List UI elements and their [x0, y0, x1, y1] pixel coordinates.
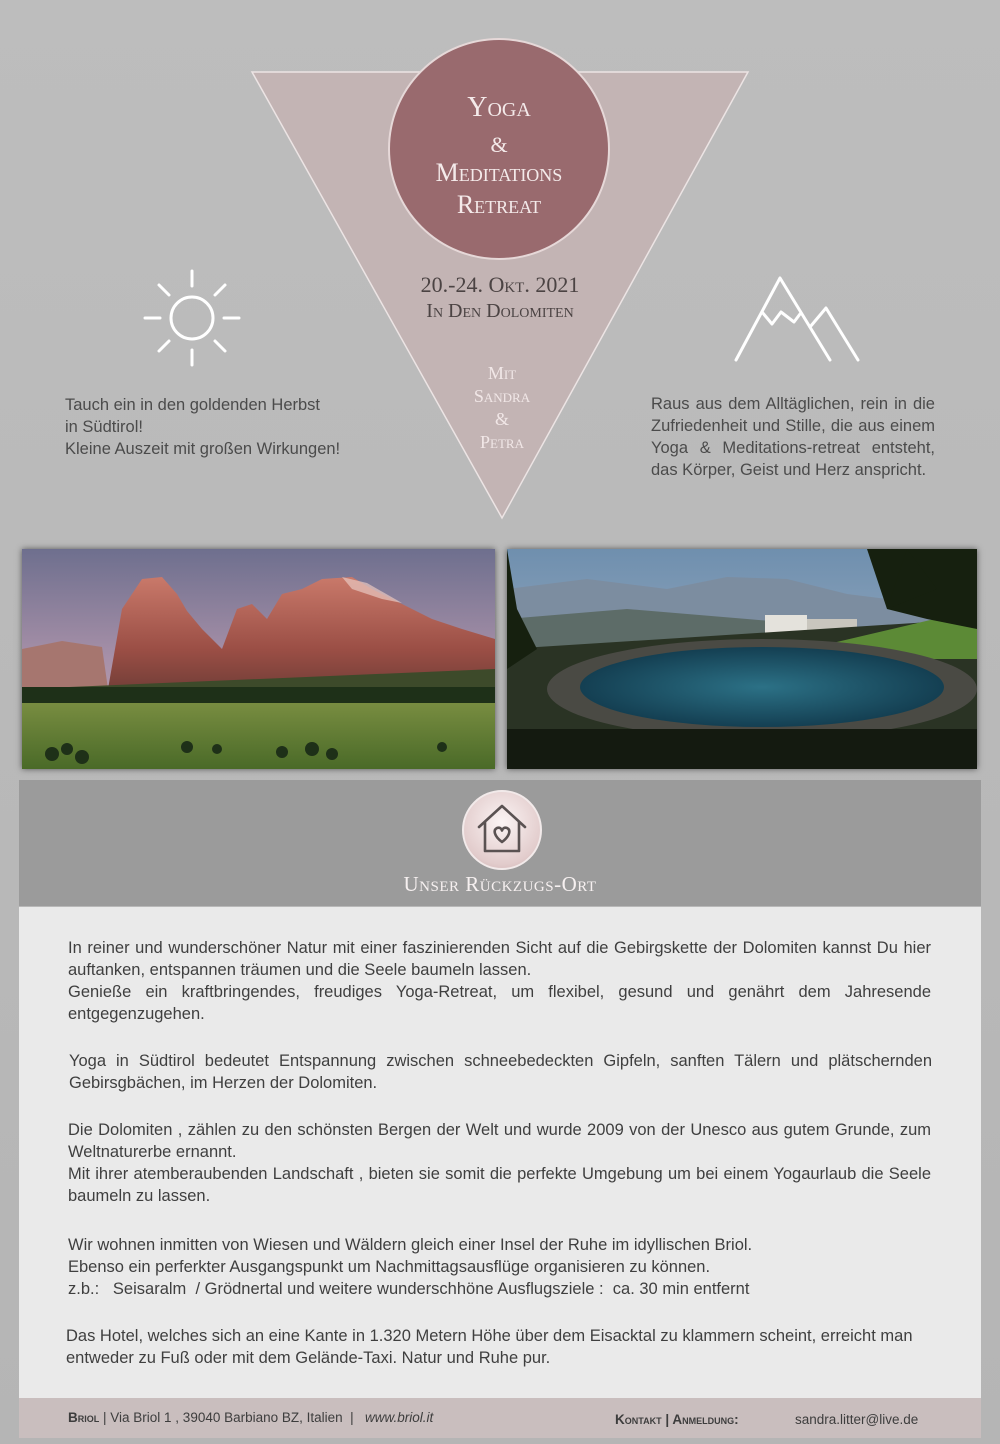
host-petra: Petra: [480, 432, 524, 452]
hotel-name: Briol: [68, 1410, 100, 1425]
intro-left-text: [65, 394, 395, 460]
paragraph-nature: [68, 937, 931, 1025]
title-retreat: Retreat: [456, 190, 542, 219]
paragraph-briol: [68, 1234, 931, 1300]
paragraph-hotel: Das Hotel, welches sich an eine Kante in 1.320 Metern Höhe über dem Eisacktal zu klammern scheint, erreicht man entweder zu Fuß oder mit dem Gelände-Taxi. Natur und Ruhe pur.: [66, 1327, 913, 1367]
event-location: In Den Dolomiten: [426, 300, 574, 322]
contact-email-link[interactable]: sandra.litter@live.de: [795, 1412, 919, 1427]
footer-address: [68, 1410, 433, 1425]
paragraph-line: Ebenso ein perferkter Ausgangspunkt um Nachmittagsausflüge organisieren zu können.: [68, 1258, 711, 1276]
home-heart-icon: [462, 790, 542, 870]
mountain-icon: [732, 272, 862, 369]
hotel-address: | Via Briol 1 , 39040 Barbiano BZ, Italien |: [103, 1410, 362, 1425]
title-ampersand: &: [490, 132, 508, 157]
event-date: 20.-24. Okt. 2021: [420, 272, 580, 297]
paragraph-line: In reiner und wunderschöner Natur mit einer faszinierenden Sicht auf die Gebirgskette der Dolomiten kannst Du hier auftanken, entspannen träumen und die Seele baumeln lassen.: [68, 939, 931, 979]
paragraph-yoga: Yoga in Südtirol bedeutet Entspannung zwischen schneebedeckten Gipfeln, sanften Tälern und plätschernden Gebirsgbächen, im Herzen der Dolomiten.: [69, 1052, 932, 1092]
footer-bar: [19, 1398, 981, 1438]
intro-right-text: Raus aus dem Alltäglichen, rein in die Zufriedenheit und Stille, die aus einem Yoga & Meditations-retreat entsteht, das Körper, Geist und Herz anspricht.: [651, 395, 935, 479]
paragraph-line: Die Dolomiten , zählen zu den schönsten Bergen der Welt und wurde 2009 von der Unesco aus gutem Grunde, zum Weltnaturerbe ernannt.: [68, 1121, 931, 1161]
hosts-amp: &: [494, 409, 509, 429]
contact-label-text: Kontakt | Anmeldung:: [615, 1412, 739, 1427]
title-circle: [388, 38, 610, 260]
intro-left-line: Tauch ein in den goldenden Herbst: [65, 396, 321, 414]
paragraph-line: Wir wohnen inmitten von Wiesen und Wäldern gleich einer Insel der Ruhe im idyllischen Briol.: [68, 1236, 753, 1254]
contact-label: [615, 1412, 739, 1427]
host-sandra: Sandra: [473, 386, 531, 406]
paragraph-line: z.b.: Seisaralm / Grödnertal und weitere wunderschhöne Ausflugsziele : ca. 30 min entfernt: [68, 1280, 750, 1298]
title-yoga: Yoga: [467, 92, 531, 123]
section-title: Unser Rückzugs-Ort: [403, 872, 597, 896]
intro-left-line: Kleine Auszeit mit großen Wirkungen!: [65, 440, 341, 458]
hosts-block: [440, 362, 564, 454]
paragraph-line: Mit ihrer atemberaubenden Landschaft , bieten sie somit die perfekte Umgebung um bei einem Yogaurlaub die Seele baumeln zu lassen.: [68, 1165, 931, 1205]
dolomites-photo: [22, 549, 495, 769]
title-meditations: Meditations: [435, 158, 563, 187]
pool-photo: [507, 549, 977, 769]
hotel-website-link[interactable]: www.briol.it: [364, 1410, 434, 1425]
paragraph-dolomites: [68, 1119, 931, 1207]
sun-icon: [140, 268, 244, 373]
hosts-mit: Mit: [487, 363, 517, 383]
paragraph-line: Genieße ein kraftbringendes, freudiges Yoga-Retreat, um flexibel, gesund und genährt dem Jahresende entgegenzugehen.: [68, 983, 931, 1023]
intro-left-line: in Südtirol!: [65, 418, 143, 436]
